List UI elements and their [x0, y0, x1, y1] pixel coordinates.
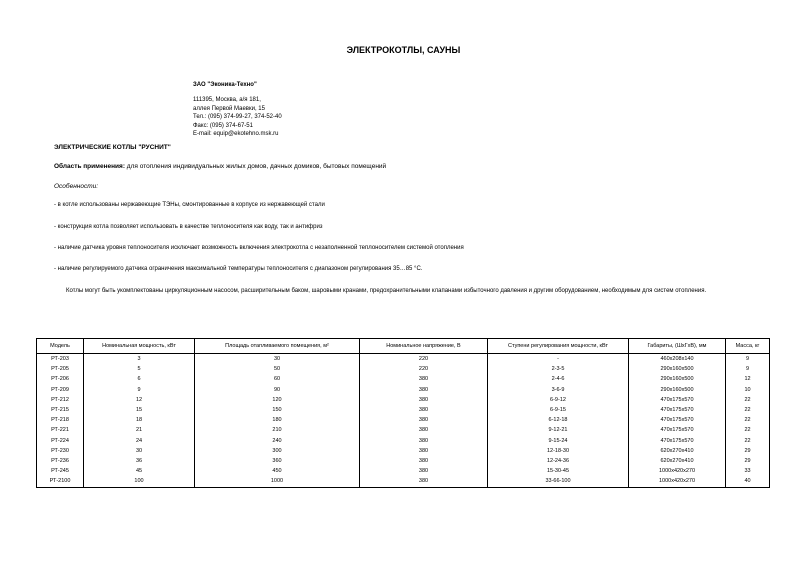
cell-voltage: 380	[360, 374, 488, 384]
cell-mass: 9	[726, 364, 770, 374]
cell-dimensions: 460x208x140	[629, 354, 726, 365]
cell-area: 210	[195, 425, 360, 435]
cell-power: 5	[84, 364, 195, 374]
cell-model: РТ-205	[37, 364, 84, 374]
cell-mass: 22	[726, 425, 770, 435]
cell-steps: -	[488, 354, 629, 365]
cell-area: 450	[195, 466, 360, 476]
cell-area: 120	[195, 395, 360, 405]
cell-area: 180	[195, 415, 360, 425]
cell-mass: 10	[726, 385, 770, 395]
cell-dimensions: 1000x420x270	[629, 476, 726, 487]
cell-model: РТ-221	[37, 425, 84, 435]
cell-voltage: 380	[360, 385, 488, 395]
cell-mass: 22	[726, 415, 770, 425]
cell-power: 36	[84, 456, 195, 466]
cell-voltage: 380	[360, 415, 488, 425]
col-header-mass: Масса, кг	[726, 339, 770, 354]
cell-dimensions: 470x175x570	[629, 425, 726, 435]
cell-model: РТ-215	[37, 405, 84, 415]
col-header-dimensions: Габариты, (ШxГxВ), мм	[629, 339, 726, 354]
cell-voltage: 220	[360, 354, 488, 365]
cell-model: РТ-224	[37, 436, 84, 446]
cell-steps: 2-4-6	[488, 374, 629, 384]
table-row	[37, 456, 770, 466]
cell-steps: 2-3-5	[488, 364, 629, 374]
cell-area: 90	[195, 385, 360, 395]
table-row	[37, 476, 770, 487]
table-row	[37, 395, 770, 405]
cell-area: 300	[195, 446, 360, 456]
table-row	[37, 466, 770, 476]
cell-mass: 12	[726, 374, 770, 384]
cell-model: РТ-245	[37, 466, 84, 476]
table-row	[37, 405, 770, 415]
cell-model: РТ-209	[37, 385, 84, 395]
company-contacts	[193, 96, 282, 139]
cell-area: 150	[195, 405, 360, 415]
cell-steps: 6-12-18	[488, 415, 629, 425]
scope-paragraph	[54, 163, 386, 170]
table-row	[37, 436, 770, 446]
cell-power: 100	[84, 476, 195, 487]
cell-steps: 12-24-36	[488, 456, 629, 466]
cell-power: 21	[84, 425, 195, 435]
cell-dimensions: 1000x420x270	[629, 466, 726, 476]
col-header-voltage: Номинальное напряжение, В	[360, 339, 488, 354]
cell-voltage: 220	[360, 364, 488, 374]
cell-steps: 12-18-30	[488, 446, 629, 456]
table-row	[37, 364, 770, 374]
cell-model: РТ-206	[37, 374, 84, 384]
cell-steps: 33-66-100	[488, 476, 629, 487]
cell-power: 12	[84, 395, 195, 405]
cell-power: 18	[84, 415, 195, 425]
email-line: E-mail: equip@ekotehno.msk.ru	[193, 131, 279, 137]
cell-mass: 29	[726, 456, 770, 466]
table-row	[37, 354, 770, 365]
cell-power: 3	[84, 354, 195, 365]
phone-line: Тел.: (095) 374-99-27, 374-52-40	[193, 114, 282, 120]
cell-model: РТ-203	[37, 354, 84, 365]
cell-voltage: 380	[360, 456, 488, 466]
page-title: ЭЛЕКТРОКОТЛЫ, САУНЫ	[346, 45, 461, 55]
cell-power: 45	[84, 466, 195, 476]
cell-model: РТ-230	[37, 446, 84, 456]
cell-dimensions: 470x175x570	[629, 436, 726, 446]
cell-steps: 3-6-9	[488, 385, 629, 395]
specs-table	[36, 338, 770, 488]
cell-model: РТ-236	[37, 456, 84, 466]
table-row	[37, 415, 770, 425]
cell-voltage: 380	[360, 476, 488, 487]
feature-item: - конструкция котла позволяет использовать в качестве теплоносителя как воду, так и антифриз	[54, 224, 323, 230]
table-row	[37, 385, 770, 395]
equipment-note: Котлы могут быть укомплектованы циркуляционным насосом, расширительным баком, шаровыми кранами, предохранительными клапанами избыточного давления и другим оборудованием, необходимым для систем отопления.	[66, 288, 707, 294]
feature-item: - наличие датчика уровня теплоносителя исключает возможность включения электрокотла с незаполненной теплоносителем системой отопления	[54, 245, 464, 251]
cell-dimensions: 290x160x500	[629, 364, 726, 374]
cell-steps: 9-15-24	[488, 436, 629, 446]
cell-area: 1000	[195, 476, 360, 487]
cell-mass: 9	[726, 354, 770, 365]
cell-voltage: 380	[360, 405, 488, 415]
col-header-model: Модель	[37, 339, 84, 354]
cell-voltage: 380	[360, 446, 488, 456]
cell-mass: 22	[726, 436, 770, 446]
cell-power: 24	[84, 436, 195, 446]
cell-mass: 29	[726, 446, 770, 456]
cell-mass: 22	[726, 405, 770, 415]
cell-dimensions: 470x175x570	[629, 405, 726, 415]
table-header-row	[37, 339, 770, 354]
cell-power: 15	[84, 405, 195, 415]
table-body	[37, 354, 770, 488]
cell-model: РТ-212	[37, 395, 84, 405]
cell-dimensions: 470x175x570	[629, 415, 726, 425]
cell-power: 9	[84, 385, 195, 395]
cell-dimensions: 290x160x500	[629, 374, 726, 384]
cell-model: РТ-218	[37, 415, 84, 425]
feature-item: - наличие регулируемого датчика ограничения максимальной температуры теплоносителя с диапазоном регулирования 35…85 °С.	[54, 266, 423, 272]
cell-steps: 6-9-15	[488, 405, 629, 415]
address-line: аллея Первой Маевки, 15	[193, 105, 265, 112]
table-row	[37, 425, 770, 435]
table-row	[37, 374, 770, 384]
cell-mass: 33	[726, 466, 770, 476]
cell-model: РТ-2100	[37, 476, 84, 487]
cell-mass: 40	[726, 476, 770, 487]
fax-line: Факс: (095) 374-67-51	[193, 122, 253, 129]
cell-area: 60	[195, 374, 360, 384]
table-row	[37, 446, 770, 456]
cell-voltage: 380	[360, 436, 488, 446]
cell-dimensions: 470x175x570	[629, 395, 726, 405]
cell-steps: 9-12-21	[488, 425, 629, 435]
col-header-power: Номинальная мощность, кВт	[84, 339, 195, 354]
feature-item: - в котле использованы нержавеющие ТЭНы, смонтированные в корпусе из нержавеющей стали	[54, 202, 325, 208]
col-header-steps: Ступени регулирования мощности, кВт	[488, 339, 629, 354]
cell-power: 6	[84, 374, 195, 384]
cell-voltage: 380	[360, 425, 488, 435]
cell-voltage: 380	[360, 466, 488, 476]
address-line: 111395, Москва, а/я 181,	[193, 97, 261, 103]
cell-mass: 22	[726, 395, 770, 405]
features-heading: Особенности:	[54, 183, 99, 190]
cell-voltage: 380	[360, 395, 488, 405]
col-header-area: Площадь отапливаемого помещения, м²	[195, 339, 360, 354]
section-title: ЭЛЕКТРИЧЕСКИЕ КОТЛЫ "РУСНИТ"	[54, 144, 171, 151]
cell-area: 360	[195, 456, 360, 466]
cell-dimensions: 290x160x500	[629, 385, 726, 395]
cell-area: 50	[195, 364, 360, 374]
cell-dimensions: 620x270x410	[629, 446, 726, 456]
scope-label: Область применения:	[54, 163, 125, 170]
cell-area: 240	[195, 436, 360, 446]
scope-text: для отопления индивидуальных жилых домов, дачных домиков, бытовых помещений	[125, 163, 387, 170]
cell-dimensions: 620x270x410	[629, 456, 726, 466]
cell-area: 30	[195, 354, 360, 365]
cell-steps: 6-9-12	[488, 395, 629, 405]
cell-power: 30	[84, 446, 195, 456]
company-name: ЗАО "Эконика-Техно"	[193, 82, 257, 88]
cell-steps: 15-30-45	[488, 466, 629, 476]
